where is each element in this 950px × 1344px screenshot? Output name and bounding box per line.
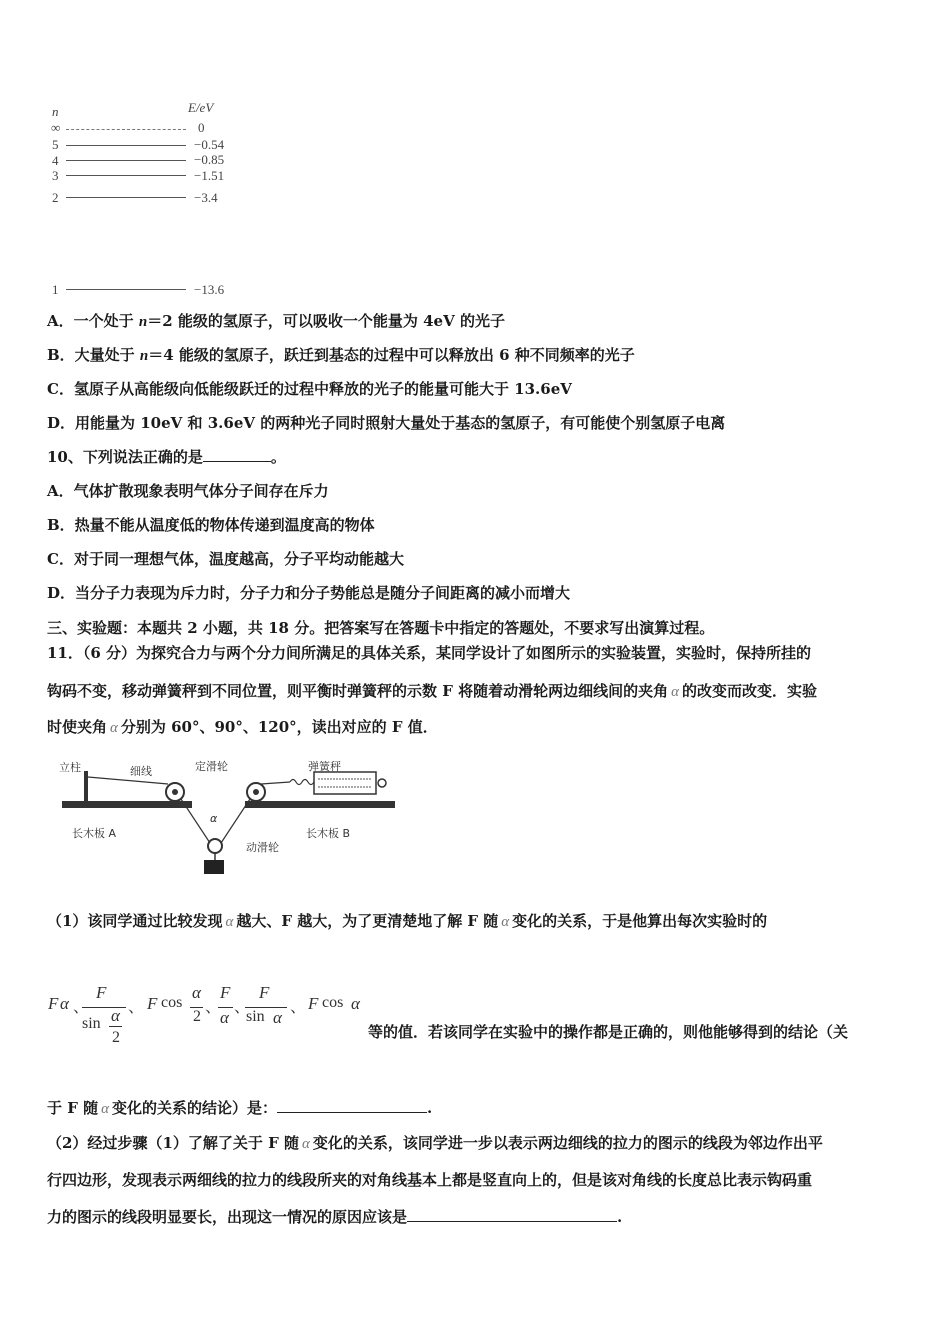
p1-line3-end: . xyxy=(427,1099,433,1117)
q9-option-b xyxy=(47,345,635,366)
level-n-2: 2 xyxy=(52,190,59,205)
alpha-symbol: α xyxy=(110,720,118,736)
apparatus-drawing xyxy=(50,755,410,885)
level-line-1 xyxy=(66,289,186,290)
level-line-2 xyxy=(66,197,186,198)
frac-bar-2b xyxy=(109,1026,122,1027)
label-fixed-pulley: 定滑轮 xyxy=(195,760,228,773)
moving-pulley xyxy=(208,839,222,853)
q9-b-text: B．大量处于 xyxy=(47,346,140,364)
p1-text-b: 越大、F 越大，为了更清楚地了解 F 随 xyxy=(236,912,499,930)
level-line-4 xyxy=(66,160,186,161)
q11-line-3-end: 分别为 60°、90°、120°，读出对应的 F 值． xyxy=(120,718,438,736)
level-line-5 xyxy=(66,145,186,146)
spring-coil xyxy=(290,780,314,785)
formula-cos-3: cos xyxy=(161,994,183,1011)
formula-cos-6: cos xyxy=(322,994,344,1011)
p2-text-a: （2）经过步骤（1）了解了关于 F 随 xyxy=(47,1134,299,1152)
ratio-formula xyxy=(46,980,366,1060)
q10-option-a: A．气体扩散现象表明气体分子间存在斥力 xyxy=(47,482,329,500)
formula-f-3: F xyxy=(147,994,158,1013)
n-axis-label: n xyxy=(52,104,59,119)
q9-a-var: n xyxy=(138,314,148,330)
p2-line3-text: 力的图示的线段明显要长，出现这一情况的原因应该是 xyxy=(47,1208,408,1226)
scale-ring xyxy=(378,779,386,787)
formula-alpha-3: α xyxy=(192,983,201,1002)
alpha-symbol: α xyxy=(225,914,234,930)
formula-f-5: F xyxy=(259,983,270,1002)
level-e-inf: 0 xyxy=(198,120,205,135)
q9-option-a xyxy=(47,311,505,332)
q10-stem xyxy=(47,447,286,467)
level-e-4: −0.85 xyxy=(194,152,225,167)
hanging-weight xyxy=(204,860,224,874)
formula-f-1: F xyxy=(48,994,59,1013)
level-e-2: −3.4 xyxy=(194,190,218,205)
level-n-4: 4 xyxy=(52,153,59,168)
level-e-3: −1.51 xyxy=(194,168,225,183)
board-a-shape xyxy=(62,801,192,808)
p1-line3-text-a: 于 F 随 xyxy=(47,1099,99,1117)
formula-alpha-6: α xyxy=(351,994,360,1013)
level-line-3 xyxy=(66,175,186,176)
post-shape xyxy=(84,771,88,802)
energy-axis-label: E/eV xyxy=(188,100,214,115)
formula-sin-2: sin xyxy=(82,1015,101,1032)
formula-sep-4: 、 xyxy=(234,999,251,1016)
formula-sep-2: 、 xyxy=(128,999,145,1016)
q11-part2-line-3 xyxy=(47,1207,622,1227)
q11-part2-answer-blank[interactable] xyxy=(407,1207,617,1222)
formula-f-6: F xyxy=(308,994,319,1013)
board-b-shape xyxy=(245,801,395,808)
alpha-symbol: α xyxy=(501,914,510,930)
formula-alpha-1: α xyxy=(60,994,69,1013)
q11-part2-line-1 xyxy=(47,1133,823,1154)
apparatus-diagram xyxy=(50,755,410,885)
q9-option-c: C．氢原子从高能级向低能级跃迁的过程中释放的光子的能量可能大于 13.6eV xyxy=(47,380,572,398)
formula-sin-5: sin xyxy=(246,1008,265,1025)
formula-alpha-5: α xyxy=(273,1008,282,1027)
fixed-pulley-right-axle xyxy=(253,789,259,795)
q11-part1-line-2: 等的值．若该同学在实验中的操作都是正确的，则他能够得到的结论（关 xyxy=(368,1023,849,1041)
section-3-heading: 三、实验题：本题共 2 小题，共 18 分。把答案写在答题卡中指定的答题处，不要求写出演算过程。 xyxy=(47,619,715,637)
q10-option-b: B．热量不能从温度低的物体传递到温度高的物体 xyxy=(47,516,375,534)
label-moving-pulley: 动滑轮 xyxy=(246,841,279,854)
q10-stem-end: 。 xyxy=(270,448,286,466)
formula-alpha-2: α xyxy=(111,1006,120,1025)
formula-sep-3: 、 xyxy=(205,999,222,1016)
q11-line-3-text: 时使夹角 xyxy=(47,718,108,736)
alpha-symbol: α xyxy=(671,684,679,700)
q11-part2-line-2: 行四边形，发现表示两细线的拉力的线段所夹的对角线基本上都是竖直向上的，但是该对角线的长度总比表示钩码重 xyxy=(47,1171,813,1189)
label-board-a: 长木板 A xyxy=(72,827,117,840)
p1-line3-text-b: 变化的关系的结论）是： xyxy=(111,1099,277,1117)
q9-b-text-end: ＝4 能级的氢原子，跃迁到基态的过程中可以释放出 6 种不同频率的光子 xyxy=(148,346,635,364)
string-right xyxy=(261,782,290,784)
q11-part1-line-3 xyxy=(47,1098,432,1119)
q11-line-2-end: 的改变而改变．实验 xyxy=(681,682,817,700)
q11-line-2-text: 钩码不变，移动弹簧秤到不同位置，则平衡时弹簧秤的示数 F 将随着动滑轮两边细线间的夹角 xyxy=(47,682,669,700)
label-board-b: 长木板 B xyxy=(306,827,351,840)
q10-answer-blank[interactable] xyxy=(203,447,271,462)
string-down-right xyxy=(221,799,250,843)
formula-f-4: F xyxy=(220,983,231,1002)
q9-b-var: n xyxy=(139,348,149,364)
q10-option-d: D．当分子力表现为斥力时，分子力和分子势能总是随分子间距离的减小而增大 xyxy=(47,584,571,602)
q9-a-text-end: ＝2 能级的氢原子，可以吸收一个能量为 4eV 的光子 xyxy=(147,312,505,330)
q10-option-c: C．对于同一理想气体，温度越高，分子平均动能越大 xyxy=(47,550,404,568)
label-angle: α xyxy=(210,812,218,825)
alpha-symbol: α xyxy=(101,1101,109,1117)
string-left xyxy=(88,777,168,784)
formula-f-2: F xyxy=(96,983,107,1002)
level-n-1: 1 xyxy=(52,282,59,297)
level-e-5: −0.54 xyxy=(194,137,225,152)
label-post: 立柱 xyxy=(59,761,81,774)
formula-sep-1: 、 xyxy=(73,999,90,1016)
formula-two-3: 2 xyxy=(193,1008,201,1025)
level-line-inf xyxy=(66,129,186,130)
p1-text-c: 变化的关系，于是他算出每次实验时的 xyxy=(512,912,768,930)
label-spring-scale: 弹簧秤 xyxy=(308,760,341,773)
formula-sep-5: 、 xyxy=(290,999,307,1016)
formula-two-2: 2 xyxy=(112,1029,120,1046)
q10-stem-text: 10、下列说法正确的是 xyxy=(47,448,203,466)
string-down-left xyxy=(181,799,210,843)
q9-a-text: A．一个处于 xyxy=(47,312,139,330)
level-n-inf: ∞ xyxy=(51,120,61,135)
alpha-symbol: α xyxy=(301,1136,310,1152)
p2-text-b: 变化的关系，该同学进一步以表示两边细线的拉力的图示的线段为邻边作出平 xyxy=(312,1134,823,1152)
q11-line-3 xyxy=(47,717,438,738)
spring-scale-body xyxy=(314,772,376,794)
fixed-pulley-left-axle xyxy=(172,789,178,795)
level-e-1: −13.6 xyxy=(194,282,225,297)
q11-line-1: 11．（6 分）为探究合力与两个分力间所满足的具体关系，某同学设计了如图所示的实验装置，实验时，保持所挂的 xyxy=(47,644,812,662)
q11-part1-line-1 xyxy=(47,911,767,932)
p2-line3-end: . xyxy=(617,1208,623,1226)
q9-option-d: D．用能量为 10eV 和 3.6eV 的两种光子同时照射大量处于基态的氢原子，有可能使个别氢原子电离 xyxy=(47,414,726,432)
p1-text-a: （1）该同学通过比较发现 xyxy=(47,912,223,930)
label-string: 细线 xyxy=(130,765,152,778)
formula-alpha-4: α xyxy=(220,1008,229,1027)
q11-line-2 xyxy=(47,681,817,702)
q11-part1-answer-blank[interactable] xyxy=(277,1098,427,1113)
level-n-3: 3 xyxy=(52,168,59,183)
level-n-5: 5 xyxy=(52,137,59,152)
